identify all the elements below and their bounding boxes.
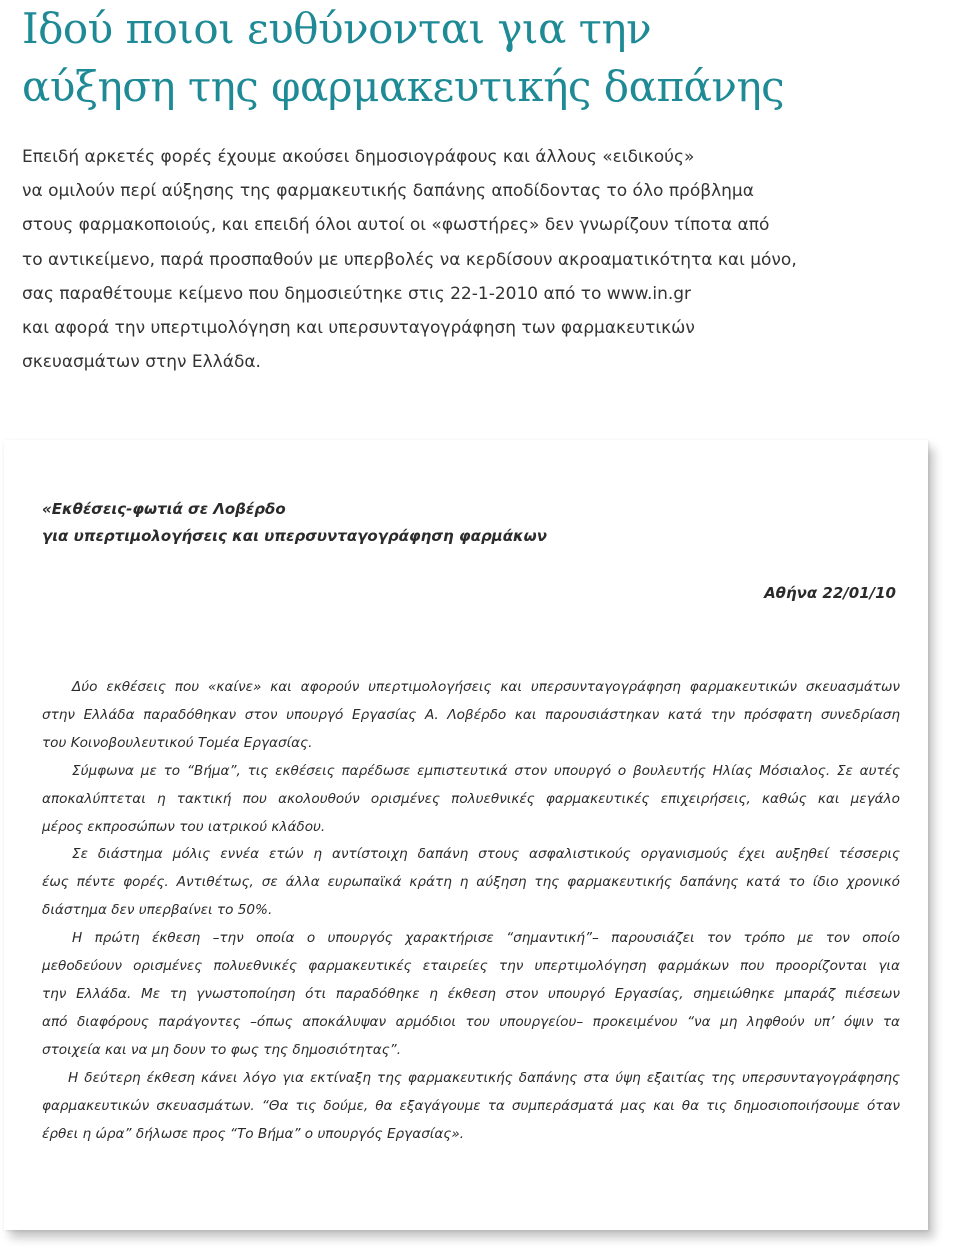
article-box [4,440,928,1230]
article-heading-line: για υπερτιμολογήσεις και υπερσυνταγογράφηση φαρμάκων [42,527,547,545]
article-heading [42,496,547,550]
article-body-line: έρθει η ώρα” δήλωσε προς “Το Βήμα” ο υπουργός Εργασίας». [42,1125,465,1142]
intro-line: Επειδή αρκετές φορές έχουμε ακούσει δημοσιογράφους και άλλους «ειδικούς» [22,147,695,167]
article-body-line: Η πρώτη έκθεση –την οποία ο υπουργός χαρακτήρισε “σημαντική”– παρουσιάζει τον τρόπο με τον οποίο [72,930,900,947]
article-body-line: Η δεύτερη έκθεση κάνει λόγο για εκτίναξη της φαρμακευτικής δαπάνης στα ύψη εξαιτίας της υπερσυνταγογράφησης [68,1069,900,1086]
article-body-line: του Κοινοβουλευτικού Τομέα Εργασίας. [42,734,313,751]
intro-line: και αφορά την υπερτιμολόγηση και υπερσυνταγογράφηση των φαρμακευτικών [22,318,695,339]
article-body [42,674,900,1148]
article-body-line: από διαφόρους παράγοντες –όπως αποκάλυψαν αρμόδιοι του υπουργείου– προκειμένου “να μη ληφθούν υπ’ όψιν τα [42,1013,900,1030]
article-body-line: φαρμακευτικών σκευασμάτων. “Θα τις δούμε, θα εξαγάγουμε τα συμπεράσματά μας και θα τις δημοσιοποιήσουμε όταν [42,1097,900,1114]
article-body-line: στην Ελλάδα παραδόθηκαν στον υπουργό Εργασίας Α. Λοβέρδο και παρουσιάστηκαν κατά την πρόσφατη συνεδρίαση [42,706,900,723]
intro-line: στους φαρμακοποιούς, και επειδή όλοι αυτοί οι «φωστήρες» δεν γνωρίζουν τίποτα από [22,215,770,236]
intro-paragraph [22,140,922,379]
intro-line: να ομιλούν περί αύξησης της φαρμακευτικής δαπάνης αποδίδοντας το όλο πρόβλημα [22,181,754,202]
article-dateline: Αθήνα 22/01/10 [764,584,896,602]
article-heading-line: «Εκθέσεις-φωτιά σε Λοβέρδο [42,500,286,518]
article-body-line: Σύμφωνα με το “Βήμα”, τις εκθέσεις παρέδωσε εμπιστευτικά στον υπουργό ο βουλευτής Ηλίας Μόσιαλος. Σε αυτές [72,762,900,779]
article-body-line: στοιχεία και να μη δουν το φως της δημοσιότητας”. [42,1041,402,1058]
article-body-line: μεθοδεύουν ορισμένες πολυεθνικές φαρμακευτικές εταιρείες την υπερτιμολόγηση φαρμάκων που προορίζονται για [42,958,900,975]
article-body-line: Δύο εκθέσεις που «καίνε» και αφορούν υπερτιμολογήσεις και υπερσυνταγογράφηση φαρμακευτικών σκευασμάτων [72,679,900,695]
article-body-line: αποκαλύπτεται η τακτική που ακολουθούν ορισμένες πολυεθνικές φαρμακευτικές επιχειρήσεις, καθώς και μεγάλο [42,790,900,807]
intro-line: σκευασμάτων στην Ελλάδα. [22,352,261,373]
title-line: αύξηση της φαρμακευτικής δαπάνης [22,62,785,111]
title-line: Ιδού ποιοι ευθύνονται για την [22,4,652,53]
article-body-line: διάστημα δεν υπερβαίνει το 50%. [42,902,273,919]
intro-line: σας παραθέτουμε κείμενο που δημοσιεύτηκε στις 22-1-2010 από το www.in.gr [22,283,692,304]
article-body-line: έως πέντε φορές. Αντιθέτως, σε άλλα ευρωπαϊκά κράτη η αύξηση της φαρμακευτικής δαπάνης κατά το ίδιο χρονικό [42,874,900,891]
article-body-line: την Ελλάδα. Με τη γνωστοποίηση ότι παραδόθηκε η έκθεση στον υπουργό Εργασίας, σημειώθηκε μπαράζ πιέσεων [42,985,900,1002]
article-body-line: Σε διάστημα μόλις εννέα ετών η αντίστοιχη δαπάνη στους ασφαλιστικούς οργανισμούς έχει αυξηθεί τέσσερις [72,846,900,863]
page-title [22,0,942,116]
intro-line: το αντικείμενο, παρά προσπαθούν με υπερβολές να κερδίσουν ακροαματικότητα και μόνο, [22,249,797,270]
article-body-line: μέρος εκπροσώπων του ιατρικού κλάδου. [42,818,326,835]
